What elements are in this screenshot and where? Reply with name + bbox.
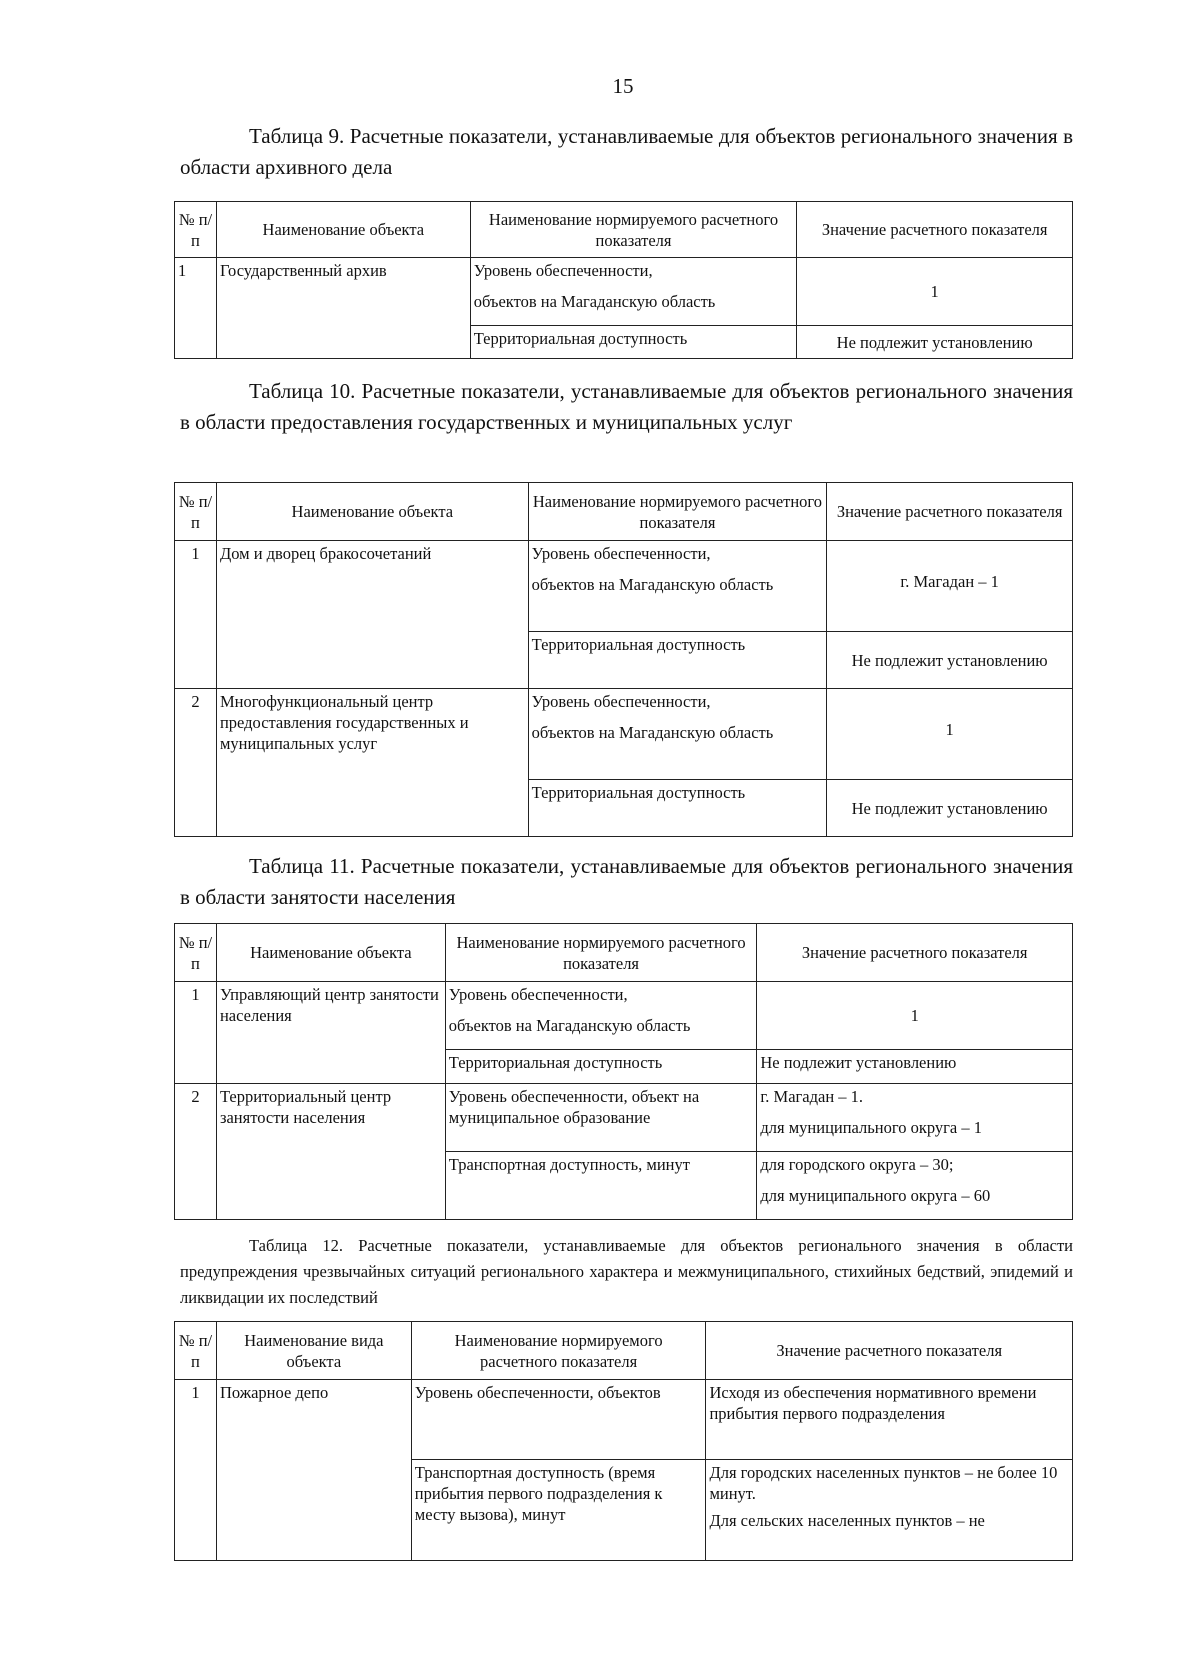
table12-row1-object: Пожарное депо <box>216 1380 411 1561</box>
table9-row1-num: 1 <box>175 258 217 359</box>
table10-row1-num: 1 <box>175 541 217 689</box>
table12-caption-text: Таблица 12. Расчетные показатели, устанавливаемые для объектов регионального значения в области предупреждения чрезвычайных ситуаций регионального характера и межмуниципального, стихийных бедствий, эпидемий и ликвидации их последствий <box>180 1236 1073 1307</box>
table12-header-indicator: Наименование нормируемого расчетного показателя <box>411 1322 706 1380</box>
table10-row1-object: Дом и дворец бракосочетаний <box>216 541 528 689</box>
table10-row2-indicator1 <box>528 689 827 780</box>
table11-row1-indicator1 <box>445 982 757 1050</box>
table11-caption-rest: регионального значения в области занятости населения <box>180 854 1073 909</box>
table11-row1-value2: Не подлежит установлению <box>757 1050 1073 1084</box>
indicator-label: Уровень обеспеченности, <box>531 692 711 711</box>
table11-row1-indicator2: Территориальная доступность <box>445 1050 757 1084</box>
table12-row1-num: 1 <box>175 1380 217 1561</box>
table11-caption-lead: Таблица 11. Расчетные показатели, устанавливаемые для объектов <box>249 854 850 878</box>
table11-row1-value1: 1 <box>757 982 1073 1050</box>
table11-row2-object: Территориальный центр занятости населения <box>216 1084 445 1220</box>
indicator-label: объектов на Магаданскую область <box>448 1016 691 1035</box>
table9-row1-object: Государственный архив <box>216 258 470 359</box>
table11-header-num: № п/п <box>175 924 217 982</box>
table10-row1-value1: г. Магадан – 1 <box>827 541 1073 632</box>
table12-row1-value2 <box>706 1460 1073 1561</box>
table10-row2-object: Многофункциональный центр предоставления государственных и муниципальных услуг <box>216 689 528 837</box>
indicator-label: объектов на Магаданскую область <box>531 723 774 742</box>
table10-header-indicator: Наименование нормируемого расчетного показателя <box>528 483 827 541</box>
table9-header-indicator: Наименование нормируемого расчетного показателя <box>470 202 797 258</box>
table11-row1-object: Управляющий центр занятости населения <box>216 982 445 1084</box>
value-line: Для городских населенных пунктов – не более 10 минут. <box>709 1463 1058 1503</box>
table10-caption-rest: регионального значения в области предоставления государственных и муниципальных услуг <box>180 379 1073 434</box>
table10-row1-indicator1 <box>528 541 827 632</box>
table11-row2-num: 2 <box>175 1084 217 1220</box>
table10 <box>174 482 1073 837</box>
table9-row1-value1: 1 <box>797 258 1073 326</box>
indicator-label: Уровень обеспеченности, <box>448 985 628 1004</box>
indicator-label: Уровень обеспеченности, <box>473 261 653 280</box>
table12-caption <box>180 1233 1073 1311</box>
table12-header-value: Значение расчетного показателя <box>706 1322 1073 1380</box>
indicator-label: объектов на Магаданскую область <box>531 575 774 594</box>
table10-header-num: № п/п <box>175 483 217 541</box>
table9-row1-indicator1 <box>470 258 797 326</box>
table11-row2-value2 <box>757 1152 1073 1220</box>
table9 <box>174 201 1073 359</box>
table-row <box>175 541 1073 632</box>
table11-header-object: Наименование объекта <box>216 924 445 982</box>
table-row <box>175 1084 1073 1152</box>
value-line: для муниципального округа – 1 <box>760 1118 982 1137</box>
table9-caption-lead: Таблица 9. Расчетные показатели, устанавливаемые для объектов <box>249 124 836 148</box>
table12-row1-indicator1: Уровень обеспеченности, объектов <box>411 1380 706 1460</box>
table10-header-value: Значение расчетного показателя <box>827 483 1073 541</box>
table10-row2-indicator2: Территориальная доступность <box>528 780 827 837</box>
table11-caption <box>180 851 1073 913</box>
table12-row1-value1: Исходя из обеспечения нормативного времени прибытия первого подразделения <box>706 1380 1073 1460</box>
indicator-label: объектов на Магаданскую область <box>473 292 716 311</box>
table12-row1-indicator2: Транспортная доступность (время прибытия первого подразделения к месту вызова), минут <box>411 1460 706 1561</box>
table12-header-object: Наименование вида объекта <box>216 1322 411 1380</box>
table10-caption-lead: Таблица 10. Расчетные показатели, устанавливаемые для объектов <box>249 379 850 403</box>
table11-header-value: Значение расчетного показателя <box>757 924 1073 982</box>
table11-row2-value1 <box>757 1084 1073 1152</box>
indicator-label: Уровень обеспеченности, <box>531 544 711 563</box>
value-line: г. Магадан – 1. <box>760 1087 864 1106</box>
table10-row2-value2: Не подлежит установлению <box>827 780 1073 837</box>
table10-row1-value2: Не подлежит установлению <box>827 632 1073 689</box>
table10-row2-num: 2 <box>175 689 217 837</box>
table11-row2-indicator1: Уровень обеспеченности, объект на муниципальное образование <box>445 1084 757 1152</box>
table9-header-object: Наименование объекта <box>216 202 470 258</box>
table9-header-value: Значение расчетного показателя <box>797 202 1073 258</box>
page-number: 15 <box>612 74 634 98</box>
table10-caption <box>180 376 1073 438</box>
table-row <box>175 1380 1073 1460</box>
table10-row2-value1: 1 <box>827 689 1073 780</box>
value-line: для городского округа – 30; <box>760 1155 954 1174</box>
value-line: Для сельских населенных пунктов – не <box>709 1511 985 1530</box>
table9-caption <box>180 121 1073 183</box>
table10-header-object: Наименование объекта <box>216 483 528 541</box>
table11-header-indicator: Наименование нормируемого расчетного показателя <box>445 924 757 982</box>
table11 <box>174 923 1073 1220</box>
table10-row1-indicator2: Территориальная доступность <box>528 632 827 689</box>
table9-caption-rest: регионального значения в области архивного дела <box>180 124 1074 179</box>
table12-header-num: № п/п <box>175 1322 217 1380</box>
table-row <box>175 982 1073 1050</box>
table9-row1-value2: Не подлежит установлению <box>797 326 1073 359</box>
table9-row1-indicator2: Территориальная доступность <box>470 326 797 359</box>
table9-header-num: № п/п <box>175 202 217 258</box>
table-row <box>175 258 1073 326</box>
table11-row2-indicator2: Транспортная доступность, минут <box>445 1152 757 1220</box>
table11-row1-num: 1 <box>175 982 217 1084</box>
table-row <box>175 689 1073 780</box>
value-line: для муниципального округа – 60 <box>760 1186 991 1205</box>
table12 <box>174 1321 1073 1561</box>
